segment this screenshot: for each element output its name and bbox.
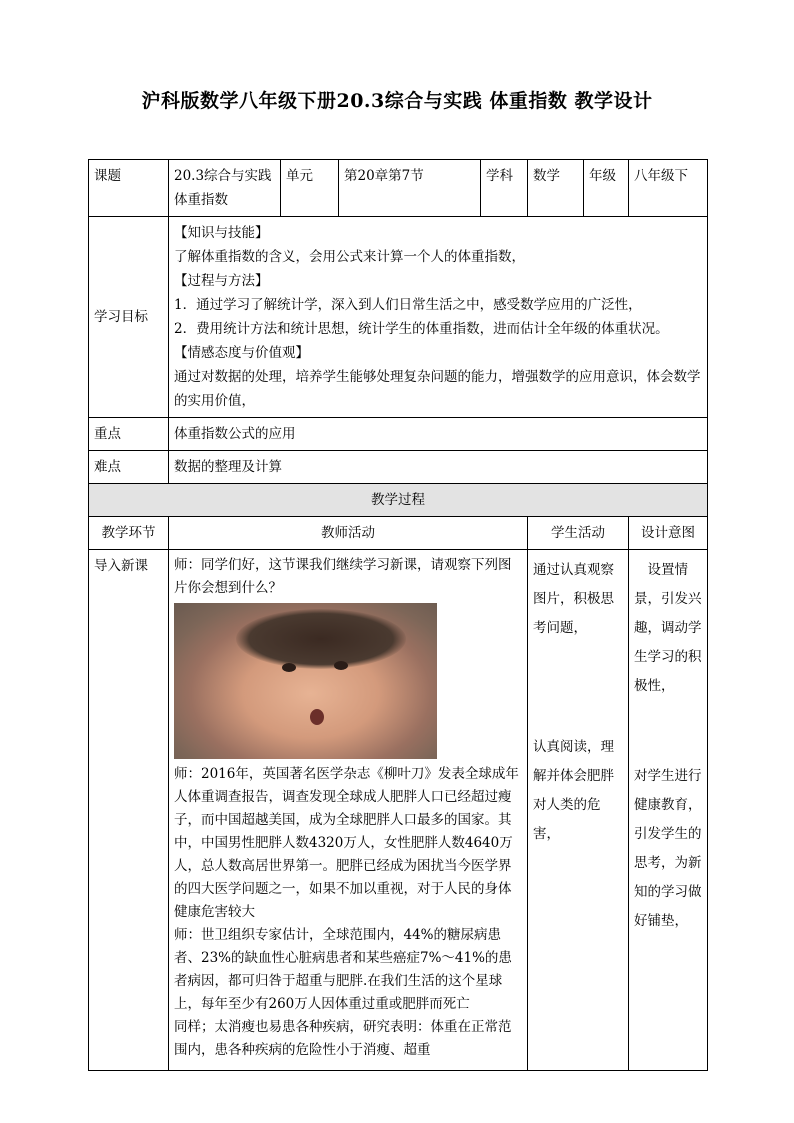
objective-line: 了解体重指数的含义，会用公式来计算一个人的体重指数， <box>174 249 525 265</box>
column-header-stage: 教学环节 <box>89 517 169 550</box>
design-intent-1: 设置情景，引发兴趣，调动学生学习的积极性， <box>634 562 702 694</box>
key-point-row <box>89 418 708 451</box>
unit-label: 单元 <box>281 160 339 217</box>
teacher-paragraph: 师：2016年，英国著名医学杂志《柳叶刀》发表全球成年人体重调查报告，调查发现全球成人肥胖人口已经超过瘦子，而中国超越美国，成为全球肥胖人口最多的国家。其中，中国男性肥胖人数4320万人，女性肥胖人数4640万人，总人数高居世界第一。肥胖已经成为困扰当今医学界的四大医学问题之一，如果不加以重视，对于人民的身体健康危害较大 <box>174 766 519 920</box>
baby-photo <box>174 603 437 759</box>
design-intent <box>629 550 708 1071</box>
student-activity <box>528 550 629 1071</box>
subject-value: 数学 <box>528 160 584 217</box>
header-row <box>89 160 708 217</box>
grade-value: 八年级下 <box>629 160 708 217</box>
objective-line: 2．费用统计方法和统计思想，统计学生的体重指数，进而估计全年级的体重状况。 <box>174 321 669 337</box>
student-activity-2: 认真阅读，理解并体会肥胖对人类的危害， <box>533 739 614 842</box>
process-row <box>89 550 708 1071</box>
unit-value: 第20章第7节 <box>339 160 481 217</box>
subject-label: 学科 <box>481 160 528 217</box>
difficulty-label: 难点 <box>89 451 169 484</box>
student-spacer <box>533 643 623 733</box>
teacher-paragraph: 师：世卫组织专家估计，全球范围内，44%的糖尿病患者、23%的缺血性心脏病患者和某些癌症7%～41%的患者病因，都可归咎于超重与肥胖.在我们生活的这个星球上，每年至少有260万人因体重过重或肥胖而死亡 <box>174 927 512 1012</box>
intent-spacer <box>634 701 702 762</box>
grade-label: 年级 <box>584 160 629 217</box>
column-header-student: 学生活动 <box>528 517 629 550</box>
objectives-row <box>89 217 708 418</box>
column-header-teacher: 教师活动 <box>169 517 528 550</box>
photo-mouth <box>310 709 324 725</box>
process-header-row <box>89 517 708 550</box>
teacher-paragraph: 同样；太消瘦也易患各种疾病，研究表明：体重在正常范围内，患各种疾病的危险性小于消瘦、超重 <box>174 1019 512 1058</box>
process-title: 教学过程 <box>89 484 708 517</box>
document-title: 沪科版数学八年级下册20.3综合与实践 体重指数 教学设计 <box>141 90 653 112</box>
key-point-label: 重点 <box>89 418 169 451</box>
lesson-plan-table <box>88 159 708 1071</box>
objectives-label: 学习目标 <box>89 217 169 418</box>
topic-label: 课题 <box>89 160 169 217</box>
objective-line: 【情感态度与价值观】 <box>174 345 309 361</box>
objective-line: 通过对数据的处理，培养学生能够处理复杂问题的能力，增强数学的应用意识，体会数学的实用价值， <box>174 369 701 409</box>
topic-value: 20.3综合与实践 体重指数 <box>169 160 281 217</box>
teacher-intro: 师：同学们好，这节课我们继续学习新课，请观察下列图片你会想到什么？ <box>174 557 512 596</box>
photo-eye-right <box>334 661 348 670</box>
photo-hair <box>236 609 406 669</box>
objectives-content <box>169 217 708 418</box>
teacher-activity <box>169 550 528 1071</box>
key-point-value: 体重指数公式的应用 <box>169 418 708 451</box>
design-intent-2: 对学生进行健康教育，引发学生的思考，为新知的学习做好铺垫， <box>634 768 702 929</box>
objective-line: 【过程与方法】 <box>174 273 269 289</box>
objective-line: 【知识与技能】 <box>174 225 269 241</box>
stage-cell: 导入新课 <box>89 550 169 1071</box>
objective-line: 1．通过学习了解统计学，深入到人们日常生活之中，感受数学应用的广泛性， <box>174 297 642 313</box>
difficulty-value: 数据的整理及计算 <box>169 451 708 484</box>
student-activity-1: 通过认真观察图片，积极思考问题， <box>533 562 614 636</box>
process-title-row <box>89 484 708 517</box>
difficulty-row <box>89 451 708 484</box>
column-header-intent: 设计意图 <box>629 517 708 550</box>
photo-eye-left <box>282 663 296 672</box>
